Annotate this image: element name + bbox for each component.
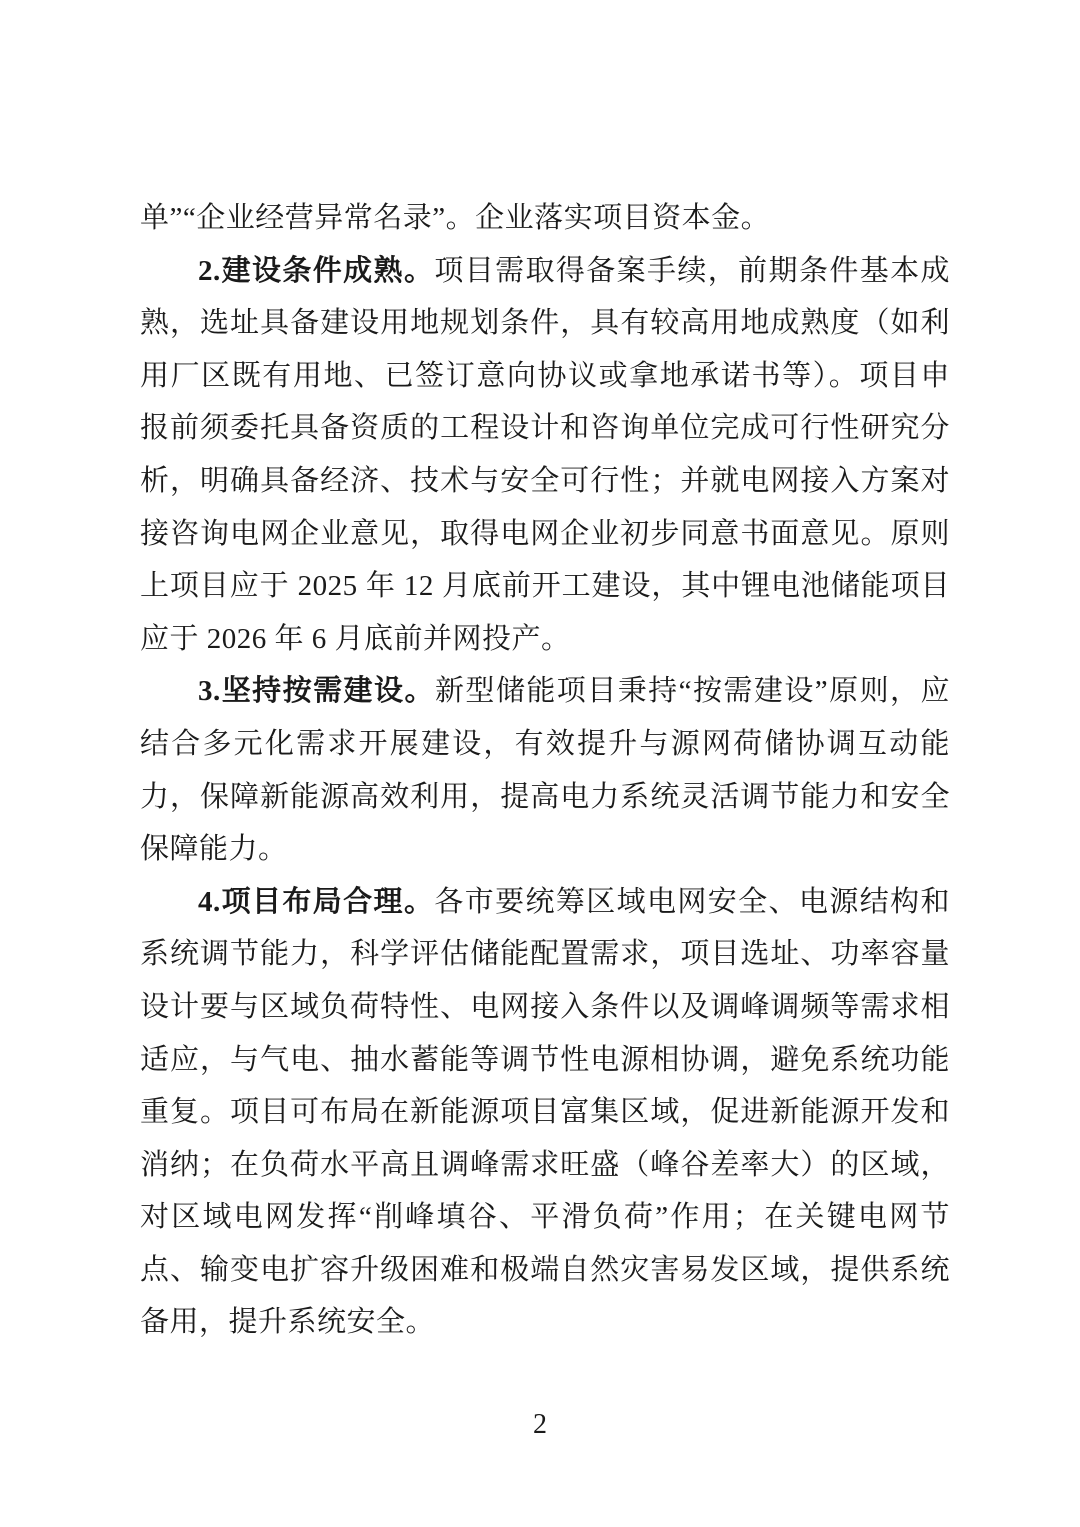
paragraph-item-4: [140, 876, 950, 1349]
document-body: [140, 192, 950, 1349]
paragraph-item-3: [140, 665, 950, 875]
paragraph-continuation: [140, 192, 950, 245]
paragraph-lead: 4.项目布局合理。: [198, 885, 435, 918]
paragraph-text: 单”“企业经营异常名录”。企业落实项目资本金。: [140, 202, 771, 234]
paragraph-lead: 3.坚持按需建设。: [198, 675, 435, 708]
paragraph-item-2: [140, 245, 950, 666]
page-number: 2: [533, 1409, 547, 1440]
paragraph-text: 新型储能项目秉持“按需建设”原则，应结合多元化需求开展建设，有效提升与源网荷储协调互动能力，保障新能源高效利用，提高电力系统灵活调节能力和安全保障能力。: [140, 675, 950, 866]
paragraph-text: 各市要统筹区域电网安全、电源结构和系统调节能力，科学评估储能配置需求，项目选址、功率容量设计要与区域负荷特性、电网接入条件以及调峰调频等需求相适应，与气电、抽水蓄能等调节性电源相协调，避免系统功能重复。项目可布局在新能源项目富集区域，促进新能源开发和消纳；在负荷水平高且调峰需求旺盛（峰谷差率大）的区域，对区域电网发挥“削峰填谷、平滑负荷”作用；在关键电网节点、输变电扩容升级困难和极端自然灾害易发区域，提供系统备用，提升系统安全。: [140, 885, 950, 1339]
paragraph-text: 项目需取得备案手续，前期条件基本成熟，选址具备建设用地规划条件，具有较高用地成熟度（如利用厂区既有用地、已签订意向协议或拿地承诺书等）。项目申报前须委托具备资质的工程设计和咨询单位完成可行性研究分析，明确具备经济、技术与安全可行性；并就电网接入方案对接咨询电网企业意见，取得电网企业初步同意书面意见。原则上项目应于 2025 年 12 月底前开工建设，其中锂电池储能项目应于 2026 年 6 月底前并网投产。: [140, 254, 950, 655]
paragraph-lead: 2.建设条件成熟。: [198, 254, 435, 287]
